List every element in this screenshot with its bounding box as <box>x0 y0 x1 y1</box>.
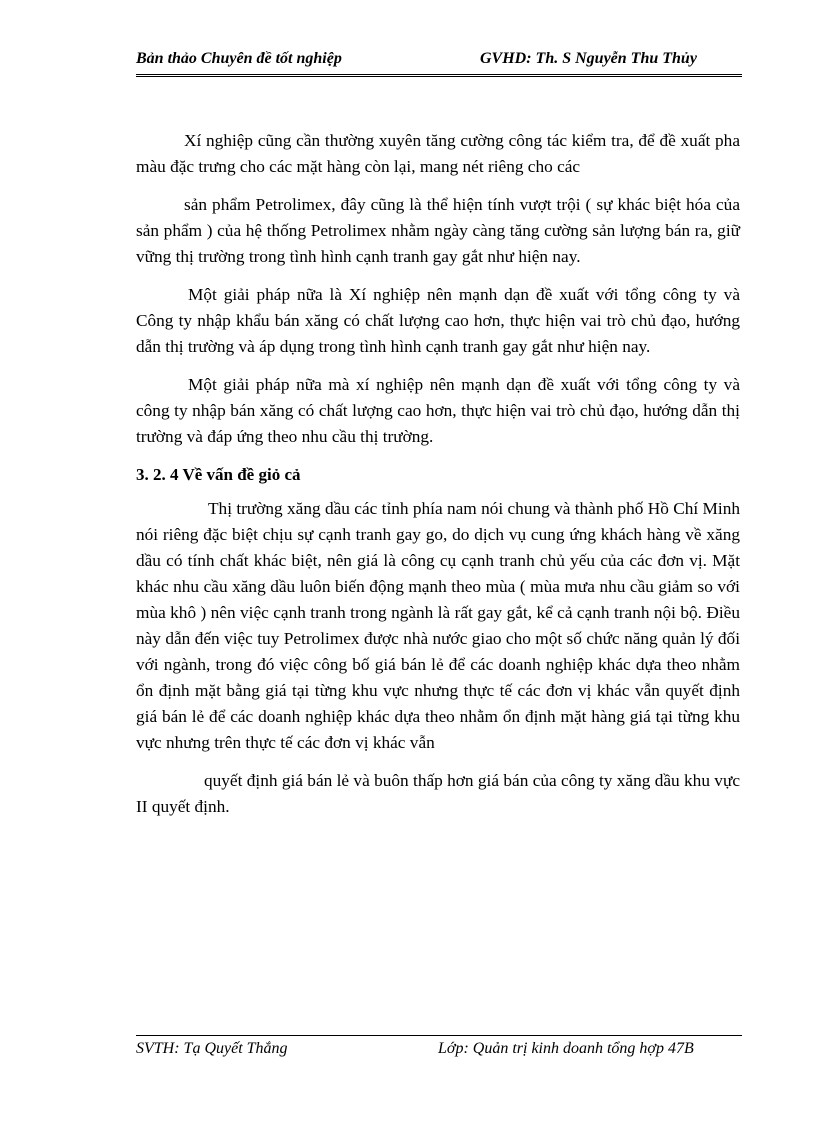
page-header <box>136 48 742 77</box>
header-advisor: GVHD: Th. S Nguyễn Thu Thủy <box>480 50 697 67</box>
paragraph-1: Xí nghiệp cũng cần thường xuyên tăng cường công tác kiểm tra, để đề xuất pha màu đặc trưng cho các mặt hàng còn lại, mang nét riêng cho các <box>136 131 740 176</box>
page-footer <box>136 1035 742 1057</box>
paragraph-6: quyết định giá bán lẻ và buôn thấp hơn giá bán của công ty xăng dầu khu vực II quyết định. <box>136 771 740 816</box>
page-body <box>136 128 740 820</box>
paragraph-5: Thị trường xăng dầu các tỉnh phía nam nói chung và thành phố Hồ Chí Minh nói riêng đặc biệt chịu sự cạnh tranh gay go, do dịch vụ cung ứng khách hàng về xăng dầu có tính chất khác biệt, nên giá là công cụ cạnh tranh chủ yếu của các đơn vị. Mặt khác nhu cầu xăng dầu luôn biến động mạnh theo mùa ( mùa mưa nhu cầu giảm so với mùa khô ) nên việc cạnh tranh trong ngành là rất gay gắt, kể cả cạnh tranh nội bộ. Điều này dẫn đến việc tuy Petrolimex được nhà nước giao cho một số chức năng quản lý đối với ngành, trong đó việc công bố giá bán lẻ để các doanh nghiệp khác dựa theo nhằm ổn định mặt bằng giá tại từng khu vực nhưng thực tế các đơn vị khác vẫn quyết định giá bán lẻ để các doanh nghiệp khác dựa theo nhằm ổn định mặt hàng giá tại từng khu vực nhưng trên thực tế các đơn vị khác vẫn <box>136 499 740 752</box>
paragraph-2: sản phẩm Petrolimex, đây cũng là thể hiện tính vượt trội ( sự khác biệt hóa của sản phẩm ) của hệ thống Petrolimex nhằm ngày càng tăng cường sản lượng bán ra, giữ vững thị trường trong tình hình cạnh tranh gay gắt như hiện nay. <box>136 195 740 266</box>
paragraph-4: Một giải pháp nữa mà xí nghiệp nên mạnh dạn đề xuất với tổng công ty và công ty nhập bán xăng có chất lượng cao hơn, thực hiện vai trò chủ đạo, hướng dẫn thị trường và đáp ứng theo nhu cầu thị trường. <box>136 375 740 446</box>
footer-class: Lớp: Quản trị kinh doanh tổng hợp 47B <box>438 1040 694 1057</box>
header-doc-title: Bản thảo Chuyên đề tốt nghiệp <box>136 50 342 67</box>
paragraph-3: Một giải pháp nữa là Xí nghiệp nên mạnh dạn đề xuất với tổng công ty và Công ty nhập khẩu bán xăng có chất lượng cao hơn, thực hiện vai trò chủ đạo, hướng dẫn thị trường và áp dụng trong tình hình cạnh tranh gay gắt như hiện nay. <box>136 285 740 356</box>
section-heading: 3. 2. 4 Về vấn đề giỏ cả <box>136 465 301 484</box>
footer-student: SVTH: Tạ Quyết Thắng <box>136 1040 288 1057</box>
